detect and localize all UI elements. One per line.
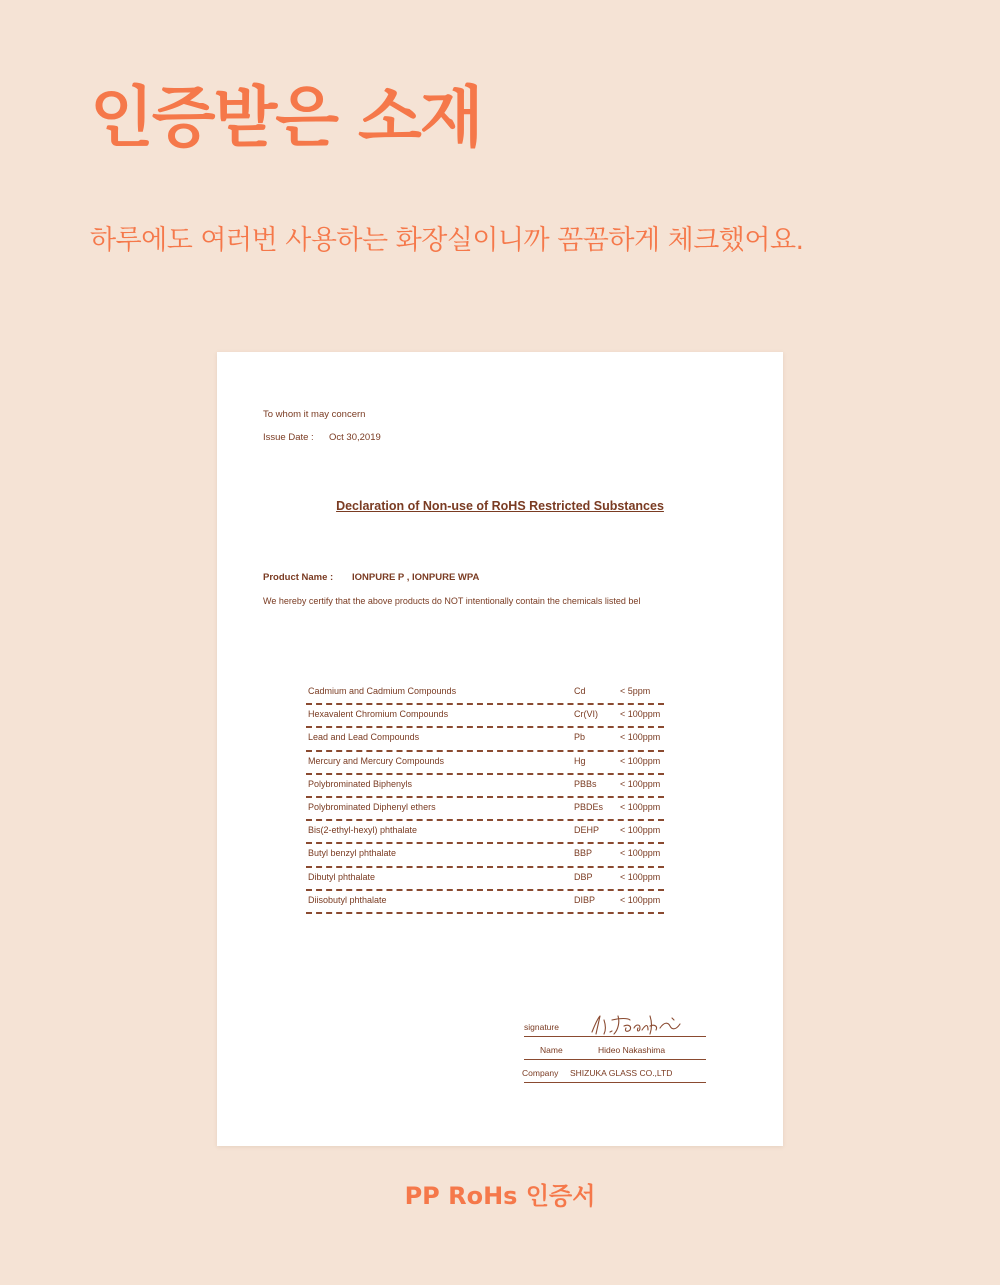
substance-symbol: Cr(VI): [574, 709, 598, 720]
substance-symbol: PBBs: [574, 778, 597, 789]
substance-name: Polybrominated Diphenyl ethers: [308, 801, 436, 812]
substance-symbol: DIBP: [574, 894, 596, 905]
substance-symbol: Cd: [574, 686, 586, 696]
table-row: [306, 682, 664, 705]
doc-issue-date-row: [263, 432, 381, 443]
substance-limit: < 100ppm: [620, 778, 661, 789]
substance-name: Mercury and Mercury Compounds: [308, 755, 445, 766]
signature-underline: [524, 1036, 706, 1037]
substance-symbol: DBP: [574, 871, 593, 882]
substance-name: Diisobutyl phthalate: [308, 894, 387, 905]
certificate-caption: PP RoHs 인증서: [404, 1182, 596, 1210]
signature-row: [524, 1016, 706, 1039]
substance-name: Hexavalent Chromium Compounds: [308, 709, 449, 720]
substance-limit: < 100ppm: [620, 755, 661, 766]
substance-name: Lead and Lead Compounds: [308, 732, 420, 743]
table-row: [306, 821, 664, 844]
substance-symbol: BBP: [574, 848, 593, 859]
doc-title: Declaration of Non-use of RoHS Restricted Substances: [336, 499, 664, 513]
signature-label: signature: [524, 1022, 559, 1032]
doc-certify-statement: We hereby certify that the above products do NOT intentionally contain the chemicals listed bel: [263, 596, 641, 606]
company-underline: [524, 1082, 706, 1083]
substance-limit: < 100ppm: [620, 709, 661, 720]
issue-date-label: Issue Date :: [263, 432, 314, 443]
table-row: [306, 775, 664, 798]
company-label: Company: [522, 1068, 559, 1078]
issue-date-value: Oct 30,2019: [329, 432, 381, 443]
company-row: [524, 1062, 706, 1085]
substance-symbol: PBDEs: [574, 801, 604, 812]
substance-limit: < 100ppm: [620, 871, 661, 882]
name-row: [524, 1039, 706, 1062]
doc-product-row: [263, 572, 479, 583]
table-row: [306, 752, 664, 775]
product-name-value: IONPURE P , IONPURE WPA: [352, 572, 480, 583]
substance-symbol: Hg: [574, 755, 586, 766]
page-headline: 인증받은 소재: [90, 79, 482, 156]
company-value: SHIZUKA GLASS CO.,LTD: [570, 1068, 673, 1078]
product-name-label: Product Name :: [263, 572, 334, 583]
substance-symbol: Pb: [574, 732, 586, 743]
name-label: Name: [540, 1045, 563, 1055]
substance-name: Dibutyl phthalate: [308, 871, 376, 882]
substance-table: [306, 682, 664, 914]
substance-limit: < 100ppm: [620, 894, 661, 905]
substance-limit: < 100ppm: [620, 848, 661, 859]
table-row: [306, 798, 664, 821]
table-row: [306, 728, 664, 751]
substance-symbol: DEHP: [574, 825, 600, 836]
certificate-document: [217, 352, 783, 1146]
doc-recipient: To whom it may concern: [263, 409, 366, 420]
handwritten-signature-icon: [584, 1012, 708, 1038]
substance-name: Bis(2-ethyl-hexyl) phthalate: [308, 825, 418, 836]
substance-name: Polybrominated Biphenyls: [308, 778, 413, 789]
substance-limit: < 100ppm: [620, 825, 661, 836]
substance-limit: < 5ppm: [620, 686, 651, 696]
substance-limit: < 100ppm: [620, 732, 661, 743]
table-row: [306, 844, 664, 867]
substance-name: Cadmium and Cadmium Compounds: [308, 686, 457, 696]
table-row: [306, 868, 664, 891]
signature-block: [524, 1016, 706, 1085]
name-value: Hideo Nakashima: [598, 1045, 666, 1055]
name-underline: [524, 1059, 706, 1060]
substance-name: Butyl benzyl phthalate: [308, 848, 397, 859]
substance-limit: < 100ppm: [620, 801, 661, 812]
table-row: [306, 891, 664, 914]
page-subheadline: 하루에도 여러번 사용하는 화장실이니까 꼼꼼하게 체크했어요.: [90, 225, 804, 256]
table-row: [306, 705, 664, 728]
